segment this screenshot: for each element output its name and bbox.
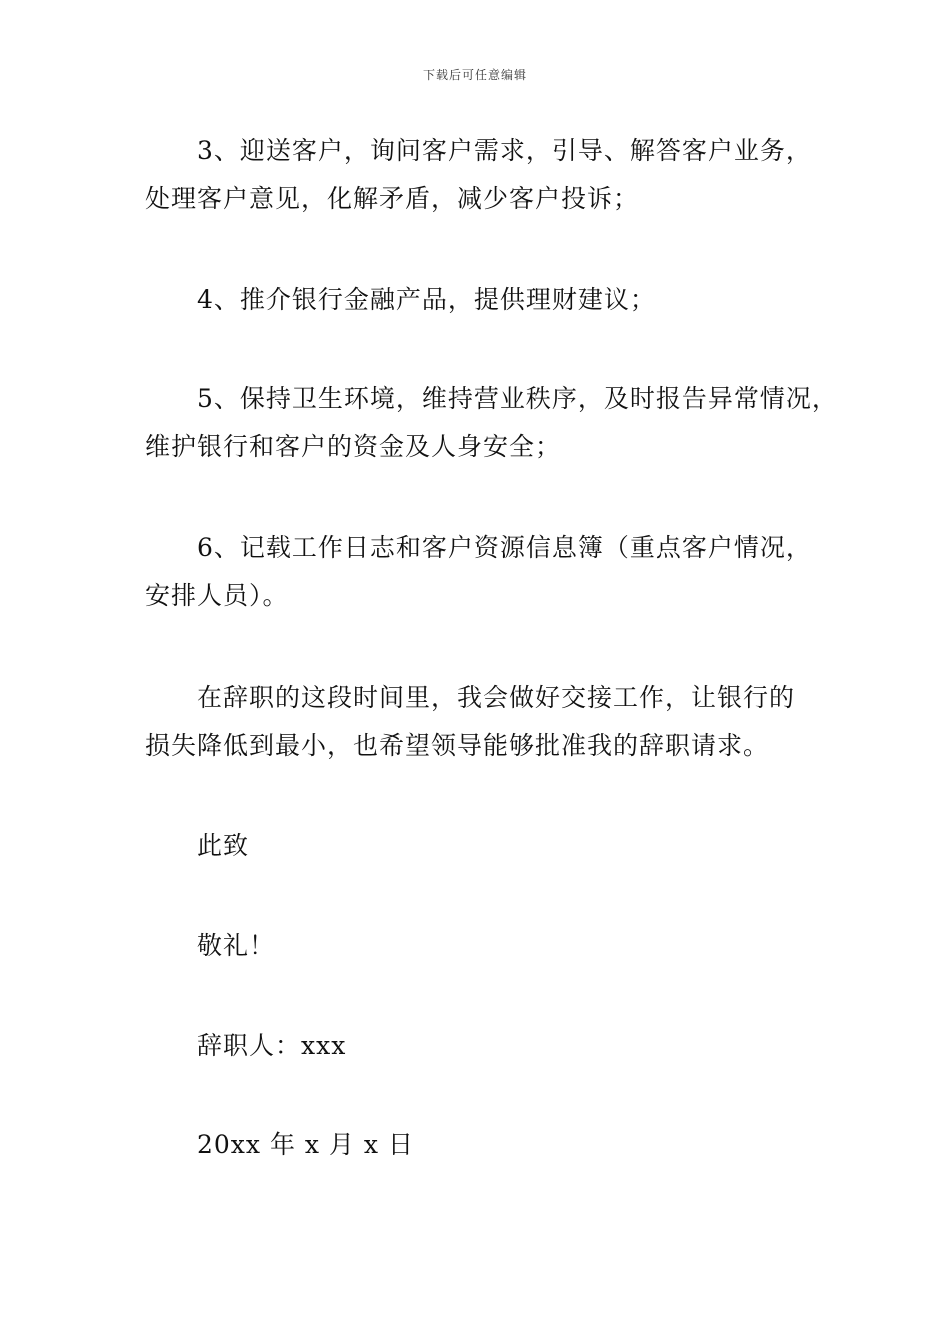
date-line: 20xx 年 x 月 x 日 [197, 1130, 414, 1159]
duty-item-3 [145, 127, 810, 223]
duty-item-6-line-2: 安排人员）。 [145, 581, 289, 610]
resigner-signature: 辞职人：xxx [197, 1031, 347, 1060]
header-note: 下载后可任意编辑 [422, 68, 527, 82]
salutation-line-1: 此致 [197, 831, 250, 860]
closing-paragraph-line-1: 在辞职的这段时间里，我会做好交接工作，让银行的 [197, 683, 796, 712]
duty-item-5-line-2: 维护银行和客户的资金及人身安全； [145, 432, 562, 461]
duty-item-4-line-1: 4、推介银行金融产品，提供理财建议； [197, 285, 656, 314]
duty-item-3-line-1: 3、迎送客户，询问客户需求，引导、解答客户业务， [197, 136, 812, 165]
closing-paragraph-line-2: 损失降低到最小，也希望领导能够批准我的辞职请求。 [145, 731, 770, 760]
duty-item-5-line-1: 5、保持卫生环境，维持营业秩序，及时报告异常情况， [197, 384, 838, 413]
closing-paragraph [145, 674, 810, 770]
duty-item-6-line-1: 6、记载工作日志和客户资源信息簿（重点客户情况， [197, 533, 812, 562]
salutation-line-2: 敬礼！ [197, 931, 276, 960]
duty-item-5 [145, 375, 838, 471]
duty-item-6 [145, 524, 810, 620]
duty-item-3-line-2: 处理客户意见，化解矛盾，减少客户投诉； [145, 184, 640, 213]
duty-item-4 [145, 276, 810, 324]
